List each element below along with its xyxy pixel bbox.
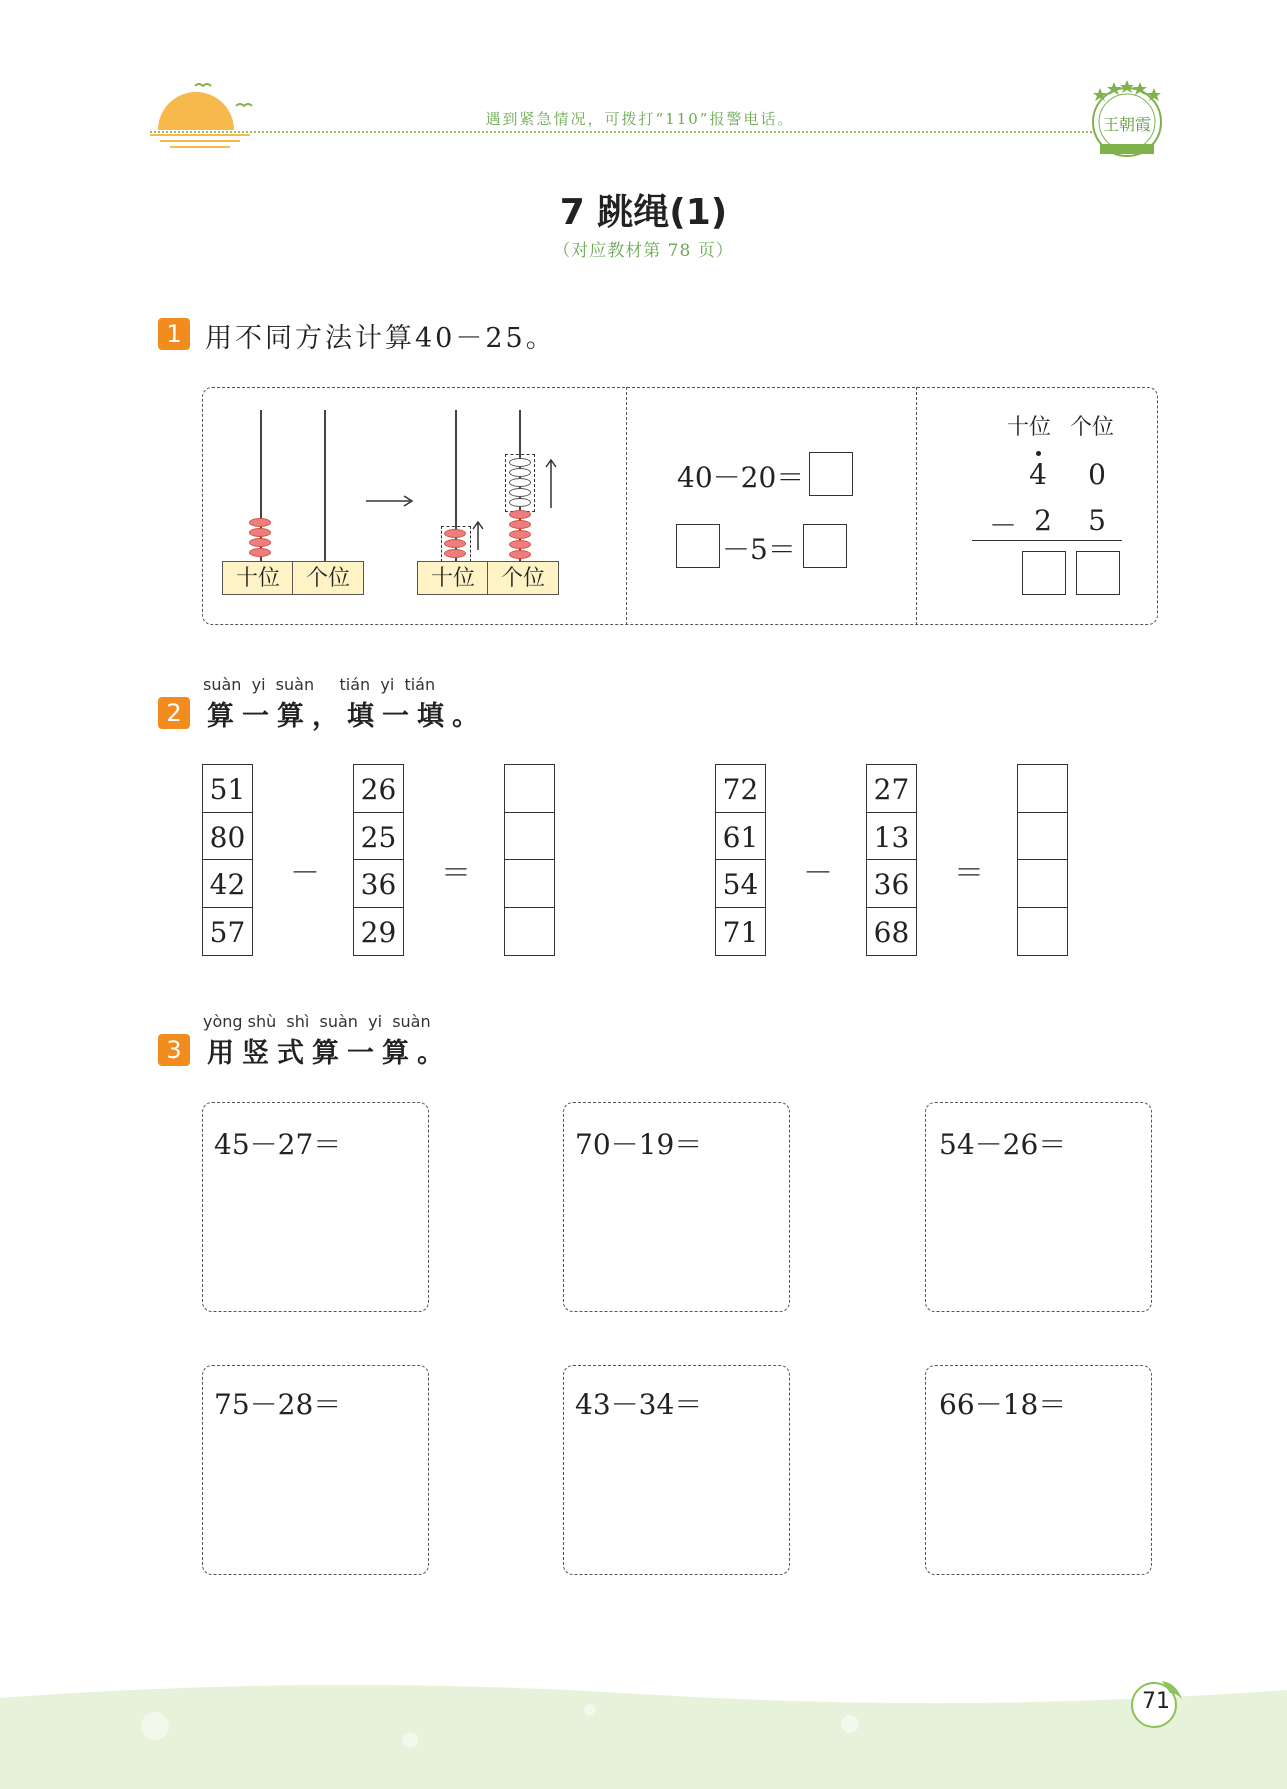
group2-answer-column: [1017, 764, 1068, 956]
group1-minuend: 42: [202, 859, 253, 908]
question-1-prompt: 用不同方法计算40－25。: [205, 323, 556, 354]
abacus1-ones-label: 个位: [292, 561, 364, 595]
group1-answer-blank[interactable]: [504, 859, 555, 908]
question-2-number: 2: [158, 697, 190, 729]
question-2-prompt: 算一算，填一填。: [207, 701, 487, 732]
group1-subtrahend: 25: [353, 812, 404, 861]
vertical-tens-header: 十位: [1007, 415, 1052, 440]
step-equation-2: －5＝: [722, 533, 796, 566]
page-number: 71: [1142, 1689, 1170, 1714]
question-3-pinyin: yòng shù shì suàn yi suàn: [203, 1012, 431, 1031]
group2-minuend-column: [715, 764, 766, 956]
abacus2-bead: [509, 530, 531, 539]
question-2-pinyin: suàn yi suàn tián yi tián: [203, 675, 436, 694]
step2-answer-blank[interactable]: [803, 524, 847, 568]
group1-minuend: 80: [202, 812, 253, 861]
group1-answer-column: [504, 764, 555, 956]
group1-minuend-column: [202, 764, 253, 956]
q1-divider-1: [626, 387, 627, 625]
footer-hill-decoration: [0, 1680, 1287, 1789]
sunset-logo-icon: [150, 78, 260, 150]
vertical-bottom-tens: 2: [1034, 504, 1052, 537]
abacus1-bead: [249, 548, 271, 557]
group1-minus-sign: －: [290, 856, 320, 891]
group2-answer-blank[interactable]: [1017, 859, 1068, 908]
work-problem: 54－26＝: [939, 1128, 1067, 1161]
group1-minuend: 57: [202, 907, 253, 956]
abacus2-tens-label: 十位: [417, 561, 489, 595]
abacus1-bead: [249, 528, 271, 537]
group2-subtrahend-column: [866, 764, 917, 956]
work-problem: 75－28＝: [214, 1388, 342, 1421]
work-problem: 45－27＝: [214, 1128, 342, 1161]
work-problem: 43－34＝: [575, 1388, 703, 1421]
group2-subtrahend: 36: [866, 859, 917, 908]
group1-minuend: 51: [202, 764, 253, 813]
vertical-bottom-ones: 5: [1088, 504, 1106, 537]
abacus2-empty-bead: [509, 478, 531, 487]
work-problem: 70－19＝: [575, 1128, 703, 1161]
group2-minuend: 71: [715, 907, 766, 956]
group1-answer-blank[interactable]: [504, 764, 555, 813]
abacus2-bead: [444, 529, 466, 538]
safety-note: 遇到紧急情况，可拨打“110”报警电话。: [485, 110, 795, 128]
vertical-result-tens-blank[interactable]: [1022, 551, 1066, 595]
abacus2-ones-label: 个位: [487, 561, 559, 595]
group2-minuend: 61: [715, 812, 766, 861]
up-arrow-icon: [545, 458, 557, 508]
q1-divider-2: [916, 387, 917, 625]
right-arrow-icon: [366, 494, 416, 508]
group1-equals-sign: ＝: [441, 856, 471, 891]
question-3-number: 3: [158, 1034, 190, 1066]
work-problem: 66－18＝: [939, 1388, 1067, 1421]
vertical-minus: －: [988, 509, 1017, 542]
group2-subtrahend: 13: [866, 812, 917, 861]
question-3-prompt: 用竖式算一算。: [207, 1038, 452, 1069]
abacus1-ones-rod: [324, 410, 326, 562]
group2-answer-blank[interactable]: [1017, 812, 1068, 861]
abacus2-bead: [444, 539, 466, 548]
borrow-dot: [1036, 451, 1041, 456]
brand-badge-icon: [1088, 78, 1166, 162]
question-1-number: 1: [158, 318, 190, 350]
group1-subtrahend-column: [353, 764, 404, 956]
abacus1-bead: [249, 538, 271, 547]
group1-subtrahend: 36: [353, 859, 404, 908]
abacus2-bead: [509, 510, 531, 519]
up-arrow-icon: [472, 520, 484, 550]
abacus1-tens-label: 十位: [222, 561, 294, 595]
group2-subtrahend: 27: [866, 764, 917, 813]
group1-answer-blank[interactable]: [504, 907, 555, 956]
step2-start-blank[interactable]: [676, 524, 720, 568]
group2-minuend: 54: [715, 859, 766, 908]
group2-equals-sign: ＝: [954, 856, 984, 891]
abacus2-bead: [509, 550, 531, 559]
abacus2-bead: [444, 549, 466, 558]
group2-answer-blank[interactable]: [1017, 764, 1068, 813]
vertical-ones-header: 个位: [1070, 415, 1115, 440]
vertical-top-tens: 4: [1029, 458, 1047, 491]
step1-answer-blank[interactable]: [809, 452, 853, 496]
abacus1-bead: [249, 518, 271, 527]
abacus2-bead: [509, 540, 531, 549]
abacus2-empty-bead: [509, 468, 531, 477]
group2-answer-blank[interactable]: [1017, 907, 1068, 956]
group1-subtrahend: 29: [353, 907, 404, 956]
vertical-result-ones-blank[interactable]: [1076, 551, 1120, 595]
badge-text: 王朝霞: [1102, 115, 1152, 134]
lesson-title: 7 跳绳(1): [559, 192, 728, 233]
vertical-top-ones: 0: [1088, 458, 1106, 491]
group2-minus-sign: －: [803, 856, 833, 891]
vertical-result-line: [972, 540, 1122, 541]
textbook-reference: （对应教材第 78 页）: [553, 241, 734, 261]
group2-minuend: 72: [715, 764, 766, 813]
group1-subtrahend: 26: [353, 764, 404, 813]
group1-answer-blank[interactable]: [504, 812, 555, 861]
abacus2-empty-bead: [509, 458, 531, 467]
step-equation-1: 40－20＝: [677, 461, 805, 494]
abacus2-empty-bead: [509, 498, 531, 507]
abacus2-empty-bead: [509, 488, 531, 497]
header-divider: [150, 131, 1100, 133]
group2-subtrahend: 68: [866, 907, 917, 956]
abacus2-bead: [509, 520, 531, 529]
